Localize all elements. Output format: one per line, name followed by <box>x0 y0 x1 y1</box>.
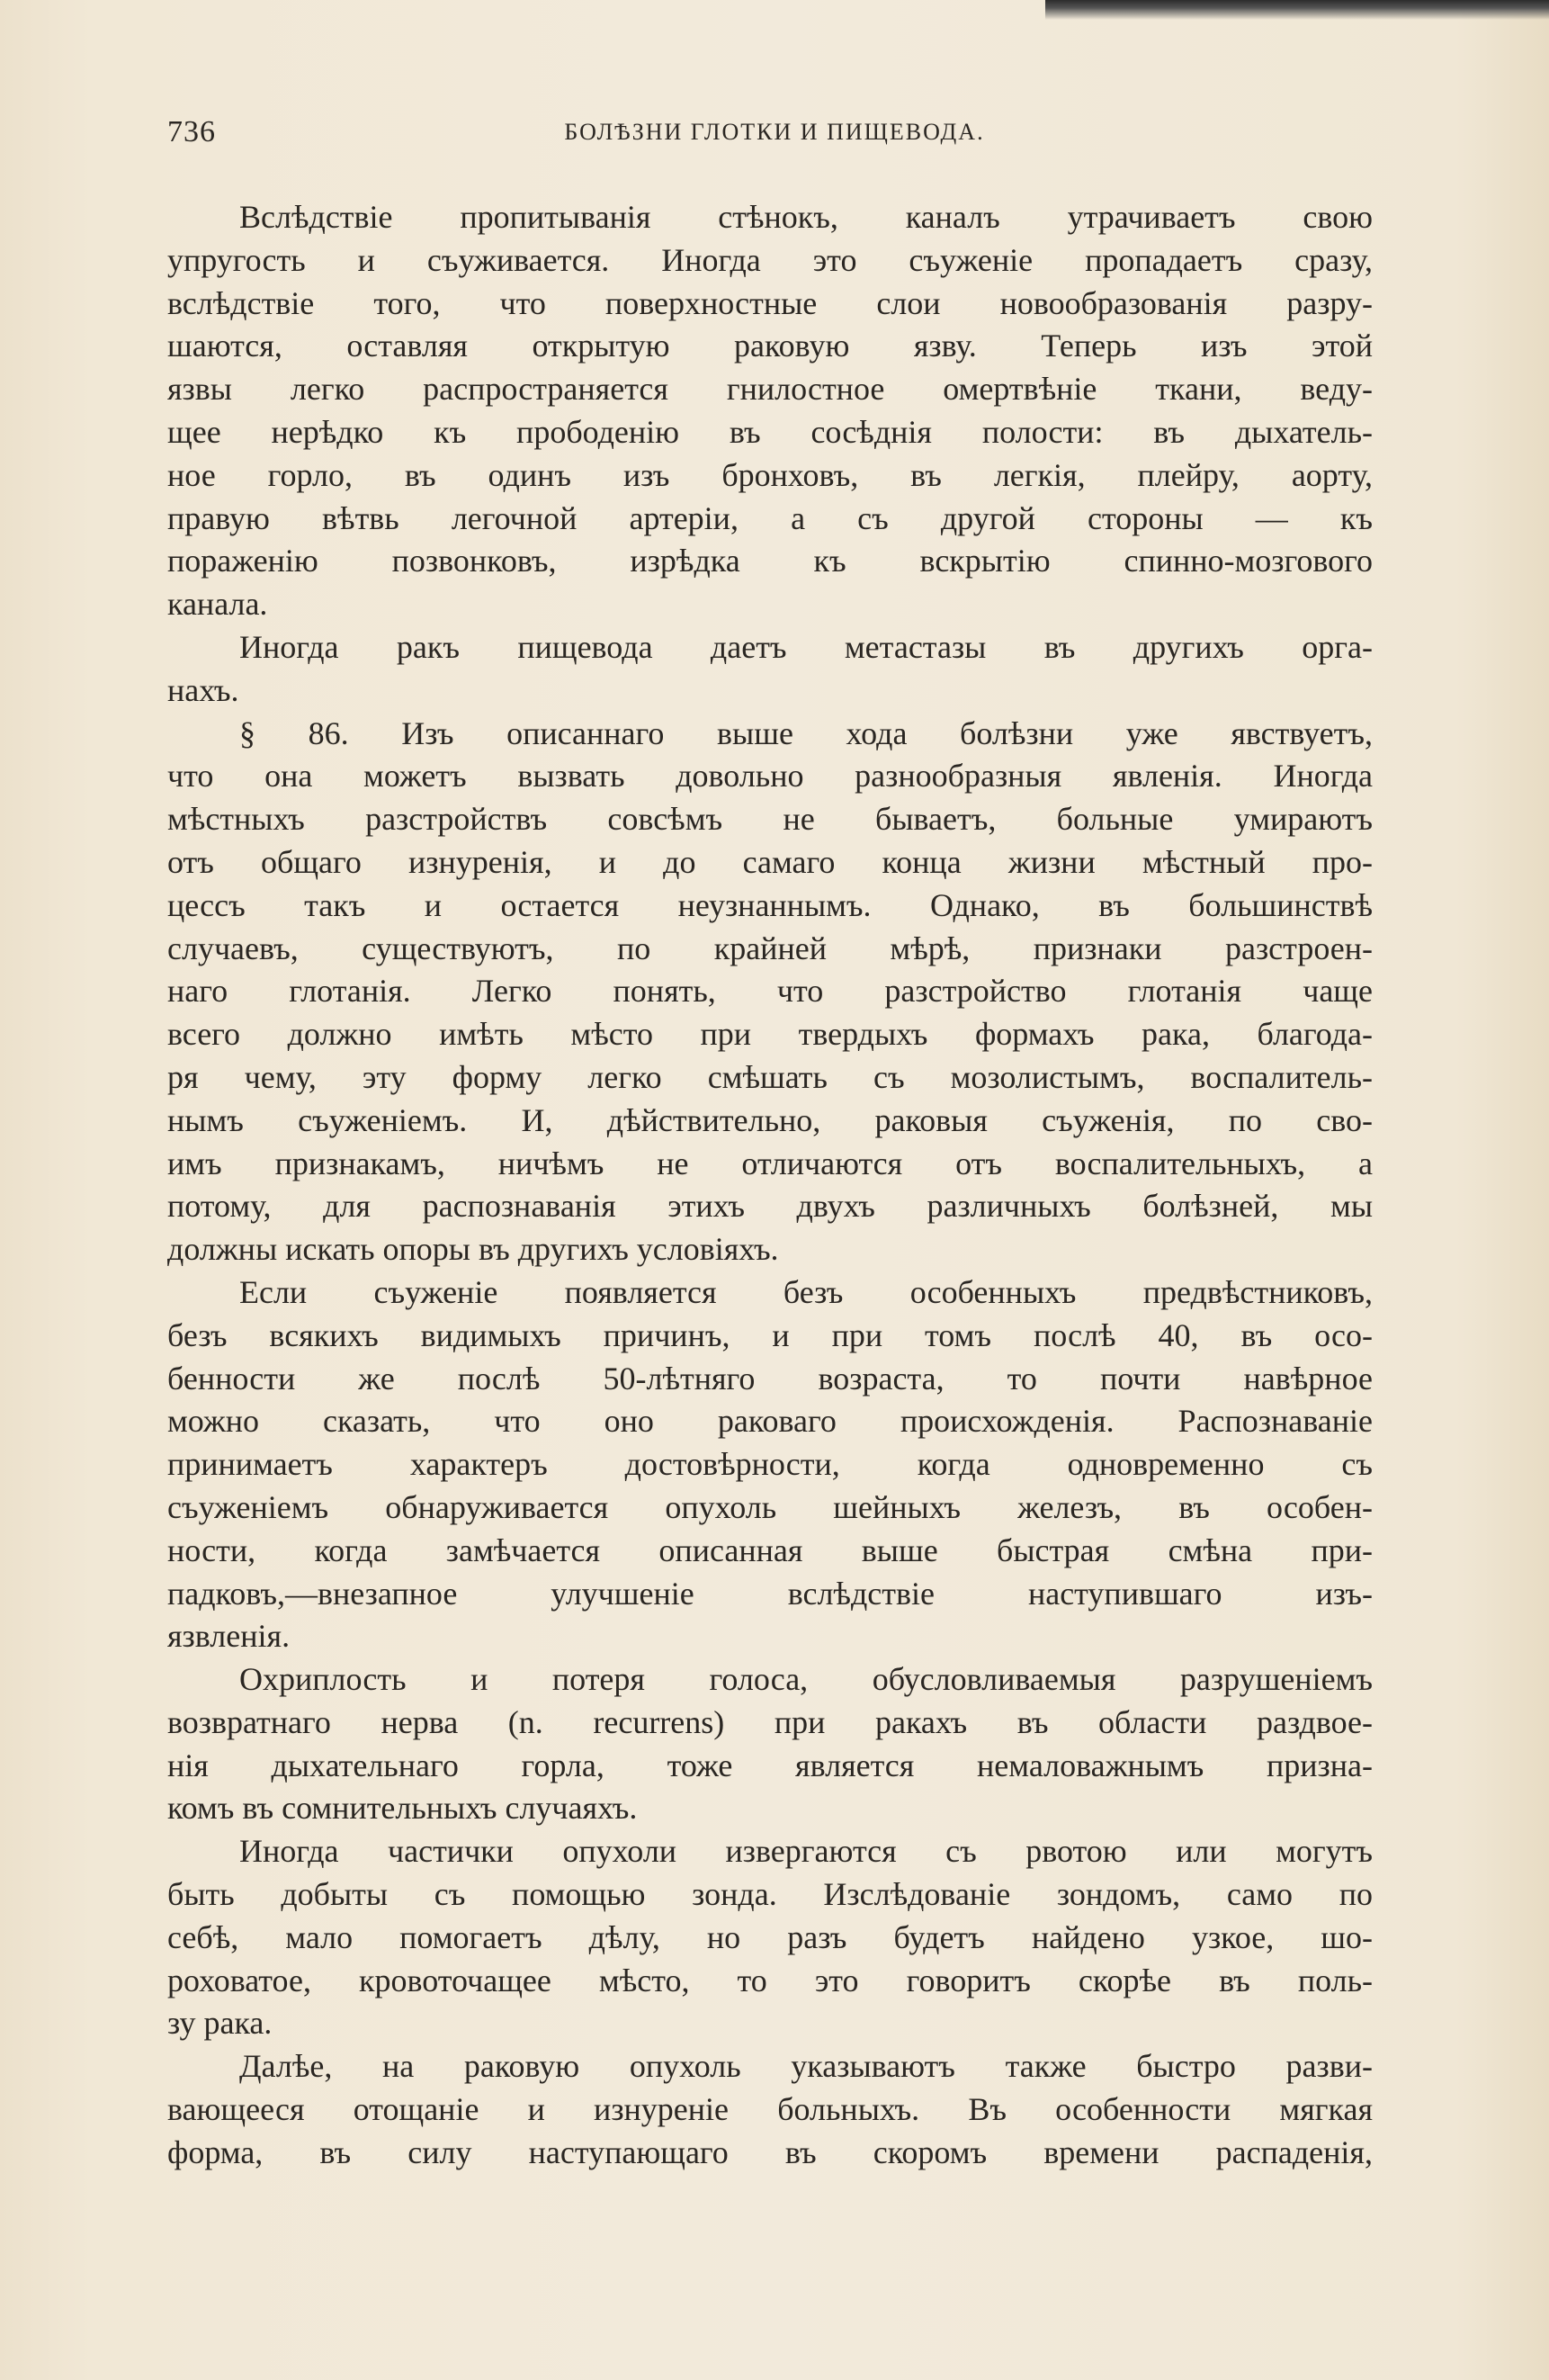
text-line: щее нерѣдко къ прободенію въ сосѣднія полости: въ дыхатель- <box>167 413 1373 450</box>
text-line: потому, для распознаванія этихъ двухъ различныхъ болѣзней, мы <box>167 1188 1373 1225</box>
text-line: нымъ съуженіемъ. И, дѣйствительно, раковыя съуженія, по сво- <box>167 1101 1373 1138</box>
text-line: падковъ,—внезапное улучшеніе вслѣдствіе наступившаго изъ- <box>167 1575 1373 1612</box>
text-line: комъ въ сомнительныхъ случаяхъ. <box>167 1790 638 1827</box>
text-line: упругость и съуживается. Иногда это съуженіе пропадаетъ сразу, <box>167 241 1373 278</box>
text-line: вающееся отощаніе и изнуреніе больныхъ. Въ особенности мягкая <box>167 2091 1373 2128</box>
text-line: мѣстныхъ разстройствъ совсѣмъ не бываетъ, больные умираютъ <box>167 801 1373 838</box>
text-line: Охриплость и потеря голоса, обусловливаемыя разрушеніемъ <box>239 1661 1373 1698</box>
running-title: БОЛѢЗНИ ГЛОТКИ И ПИЩЕВОДА. <box>564 119 985 145</box>
text-line: Вслѣдствіе пропитыванія стѣнокъ, каналъ утрачиваетъ свою <box>239 199 1373 235</box>
text-line: нахъ. <box>167 671 239 708</box>
text-line: возвратнаго нерва (n. recurrens) при ракахъ въ области раздвое- <box>167 1703 1373 1740</box>
text-line: шаются, оставляя открытую раковую язву. Теперь изъ этой <box>167 328 1373 364</box>
text-line: ности, когда замѣчается описанная выше быстрая смѣна при- <box>167 1531 1373 1568</box>
text-line: бенности же послѣ 50-лѣтняго возраста, то почти навѣрное <box>167 1360 1373 1397</box>
text-line: зу рака. <box>167 2005 273 2042</box>
text-line: ное горло, въ одинъ изъ бронховъ, въ легкія, плейру, аорту, <box>167 456 1373 493</box>
text-line: съуженіемъ обнаруживается опухоль шейныхъ железъ, въ особен- <box>167 1488 1373 1525</box>
text-line: § 86. Изъ описаннаго выше хода болѣзни уже явствуетъ, <box>239 714 1373 751</box>
text-line: язвленія. <box>167 1618 291 1655</box>
text-line: Иногда ракъ пищевода даетъ метастазы въ другихъ орга- <box>239 628 1373 665</box>
page-header <box>167 115 1382 169</box>
text-line: Иногда частички опухоли извергаются съ рвотою или могутъ <box>239 1833 1373 1870</box>
text-line: цессъ такъ и остается неузнаннымъ. Однако, въ большинствѣ <box>167 886 1373 923</box>
text-line: отъ общаго изнуренія, и до самаго конца жизни мѣстный про- <box>167 843 1373 880</box>
body-text <box>167 196 1373 2175</box>
text-line: имъ признакамъ, ничѣмъ не отличаются отъ воспалительныхъ, а <box>167 1145 1373 1181</box>
text-line: должны искать опоры въ другихъ условіяхъ. <box>167 1231 779 1268</box>
text-line: наго глотанія. Легко понять, что разстройство глотанія чаще <box>167 973 1373 1010</box>
text-line: случаевъ, существуютъ, по крайней мѣрѣ, признаки разстроен- <box>167 930 1373 966</box>
text-line: Далѣе, на раковую опухоль указываютъ также быстро разви- <box>239 2048 1373 2085</box>
text-line: роховатое, кровоточащее мѣсто, то это говоритъ скорѣе въ поль- <box>167 1962 1373 1998</box>
text-line: безъ всякихъ видимыхъ причинъ, и при томъ послѣ 40, въ осо- <box>167 1316 1373 1353</box>
text-line: себѣ, мало помогаетъ дѣлу, но разъ будетъ найдено узкое, шо- <box>167 1918 1373 1955</box>
text-line: пораженію позвонковъ, изрѣдка къ вскрытію спинно-мозгового <box>167 543 1373 579</box>
text-line: вслѣдствіе того, что поверхностные слои новообразованія разру- <box>167 284 1373 321</box>
text-line: принимаетъ характеръ достовѣрности, когда одновременно съ <box>167 1446 1373 1483</box>
text-line: быть добыты съ помощью зонда. Изслѣдованіе зондомъ, само по <box>167 1876 1373 1913</box>
text-line: форма, въ силу наступающаго въ скоромъ времени распаденія, <box>167 2133 1373 2170</box>
text-line: ря чему, эту форму легко смѣшать съ мозолистымъ, воспалитель- <box>167 1058 1373 1095</box>
scan-edge-shadow <box>1045 0 1549 20</box>
text-line: можно сказать, что оно раковаго происхожденія. Распознаваніе <box>167 1403 1373 1440</box>
text-line: Если съуженіе появляется безъ особенныхъ предвѣстниковъ, <box>239 1273 1373 1310</box>
text-line: что она можетъ вызвать довольно разнообразныя явленія. Иногда <box>167 758 1373 795</box>
text-line: правую вѣтвь легочной артеріи, а съ другой стороны — къ <box>167 499 1373 536</box>
text-line: нія дыхательнаго горла, тоже является немаловажнымъ призна- <box>167 1747 1373 1783</box>
text-line: канала. <box>167 586 268 623</box>
text-line: язвы легко распространяется гнилостное омертвѣніе ткани, веду- <box>167 371 1373 408</box>
text-line: всего должно имѣть мѣсто при твердыхъ формахъ рака, благода- <box>167 1016 1373 1053</box>
page-number: 736 <box>167 115 216 148</box>
